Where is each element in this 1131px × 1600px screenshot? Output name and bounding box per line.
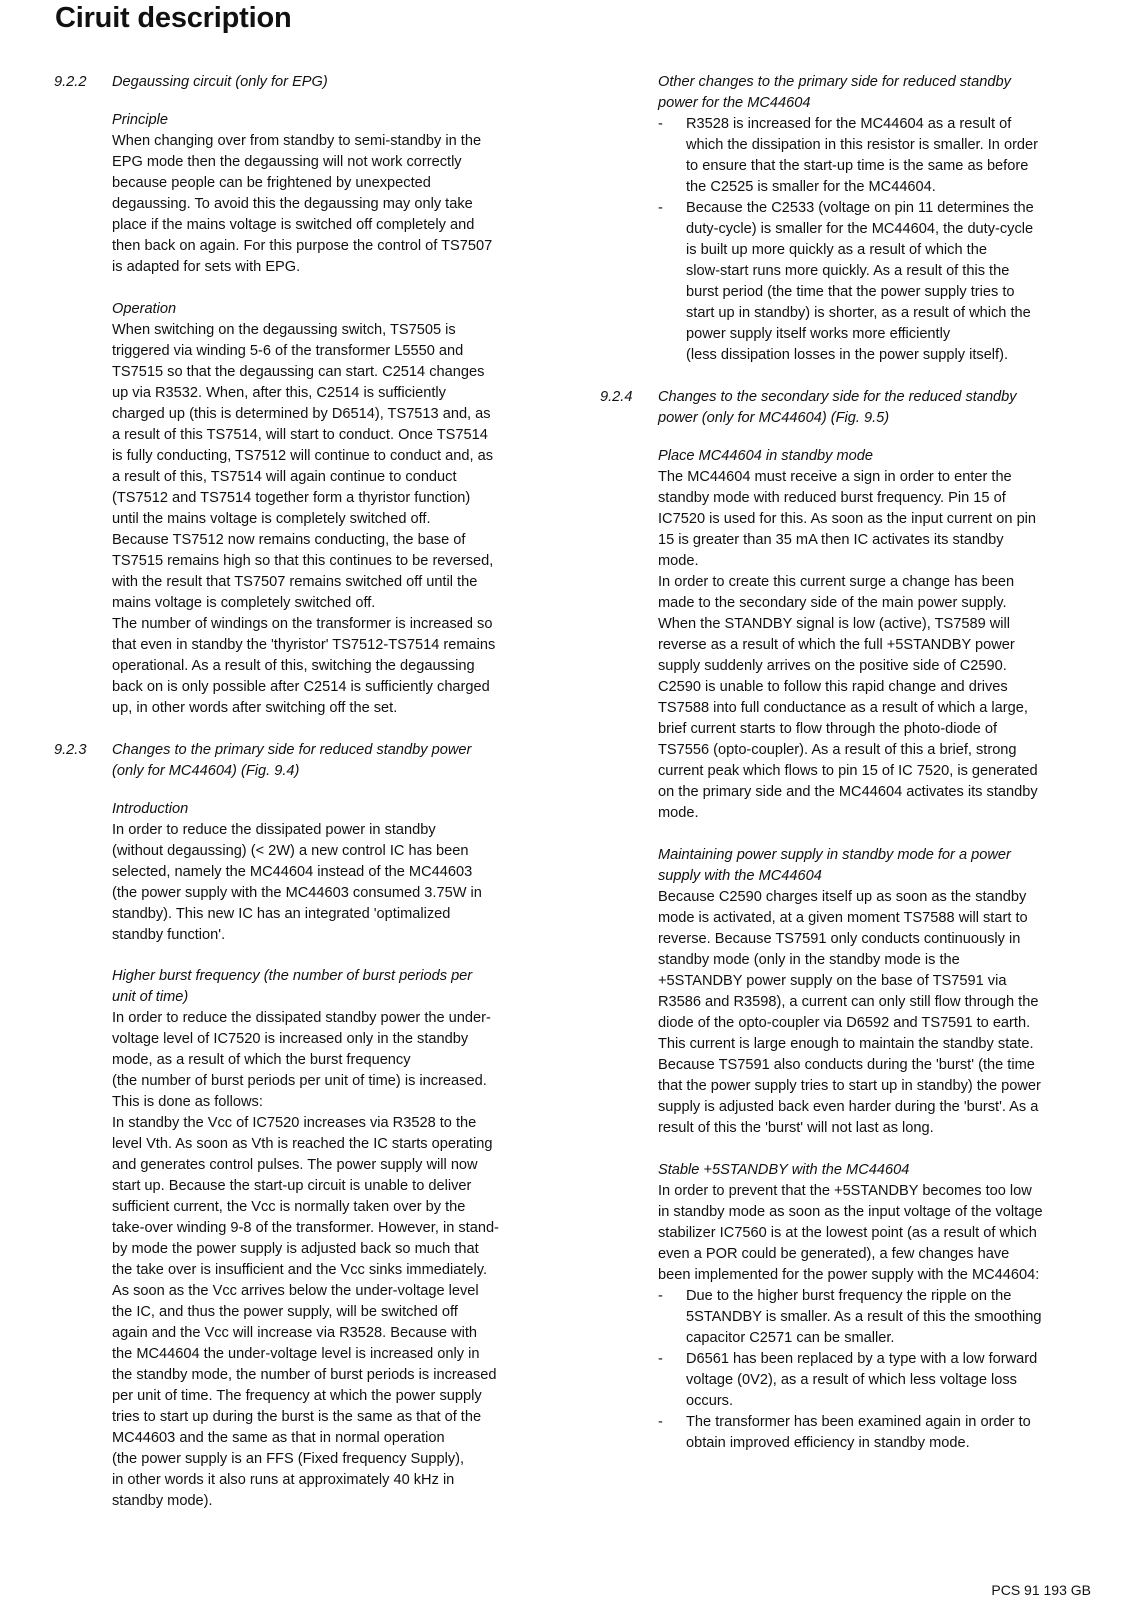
- paragraph: When changing over from standby to semi-standby in the EPG mode then the degaussing will not work correctly because people can be frightened by unexpected degaussing. To avoid this the degaussing may only take place if the mains voltage is switched off completely and then back on again. For this purpose the control of TS7507 is adapted for sets with EPG.: [112, 133, 493, 275]
- bullet-list: [658, 114, 1090, 366]
- subsection-title: Maintaining power supply in standby mode for a power supply with the MC44604: [658, 847, 1011, 884]
- right-column: [600, 72, 1090, 1454]
- subsection-title: Operation: [112, 301, 177, 317]
- section-9-2-4: [600, 387, 1090, 1454]
- section-9-2-2: [54, 72, 544, 719]
- subsection-title: Place MC44604 in standby mode: [658, 448, 873, 464]
- subsection-principle: [112, 110, 544, 278]
- subsection-operation: [112, 299, 544, 719]
- subsection-burst-frequency: [112, 966, 544, 1512]
- section-number: 9.2.2: [54, 74, 87, 90]
- list-item: - Due to the higher burst frequency the ripple on the 5STANDBY is smaller. As a result of this the smoothing capacitor C2571 can be smaller.: [658, 1288, 1042, 1346]
- section-title: Changes to the primary side for reduced standby power (only for MC44604) (Fig. 9.4): [112, 742, 472, 779]
- subsection-title: Principle: [112, 112, 168, 128]
- paragraph: In order to reduce the dissipated power in standby (without degaussing) (< 2W) a new control IC has been selected, namely the MC44604 instead of the MC44603 (the power supply with the MC44603 consumed 3.75W in standby). This new IC has an integrated 'optimalized standby function'.: [112, 822, 482, 943]
- subsection-stable-standby: [658, 1160, 1090, 1454]
- subsection-title: Stable +5STANDBY with the MC44604: [658, 1162, 910, 1178]
- subsection-place-standby: [658, 446, 1090, 824]
- paragraph: In order to prevent that the +5STANDBY becomes too low in standby mode as soon as the input voltage of the voltage stabilizer IC7560 is at the lowest point (as a result of which even a POR could be generated), a few changes have been implemented for the power supply with the MC44604:: [658, 1183, 1043, 1283]
- paragraph: The MC44604 must receive a sign in order to enter the standby mode with reduced burst frequency. Pin 15 of IC7520 is used for this. As soon as the input current on pin 15 is greater than 35 mA then IC activates its standby mode. In order to create this current surge a change has been made to the secondary side of the main power supply. When the STANDBY signal is low (active), TS7589 will reverse as a result of which the full +5STANDBY power supply suddenly arrives on the positive side of C2590. C2590 is unable to follow this rapid change and drives TS7588 into full conductance as a result of which a large, brief current starts to flow through the photo-diode of TS7556 (opto-coupler). As a result of this a brief, strong current peak which flows to pin 15 of IC 7520, is generated on the primary side and the MC44604 activates its standby mode.: [658, 469, 1038, 821]
- document-code: PCS 91 193 GB: [991, 1582, 1091, 1598]
- list-item: - Because the C2533 (voltage on pin 11 determines the duty-cycle) is smaller for the MC44604, the duty-cycle is built up more quickly as a result of which the slow-start runs more quickly. As a result of this the burst period (the time that the power supply tries to start up in standby) is shorter, as a result of which the power supply itself works more efficiently (less dissipation losses in the power supply itself).: [658, 200, 1034, 363]
- section-title: Changes to the secondary side for the reduced standby power (only for MC44604) (Fig. 9.5): [658, 389, 1017, 426]
- paragraph: Because C2590 charges itself up as soon as the standby mode is activated, at a given moment TS7588 will start to reverse. Because TS7591 only conducts continuously in standby mode (only in the standby mode is the +5STANDBY power supply on the base of TS7591 via R3586 and R3598), a current can only still flow through the diode of the opto-coupler via D6592 and TS7591 to earth. This current is large enough to maintain the standby state. Because TS7591 also conducts during the 'burst' (the time that the power supply tries to start up in standby) the power supply is adjusted back even harder during the 'burst'. As a result of this the 'burst' will not last as long.: [658, 889, 1041, 1136]
- subsection-maintaining-power: [658, 845, 1090, 1139]
- subsection-introduction: [112, 799, 544, 946]
- list-item: - The transformer has been examined again in order to obtain improved efficiency in standby mode.: [658, 1414, 1031, 1451]
- subsection-title: Higher burst frequency (the number of burst periods per unit of time): [112, 968, 473, 1005]
- list-item: - R3528 is increased for the MC44604 as a result of which the dissipation in this resistor is smaller. In order to ensure that the start-up time is the same as before the C2525 is smaller for the MC44604.: [658, 116, 1039, 195]
- subsection-title: Other changes to the primary side for reduced standby power for the MC44604: [658, 74, 1011, 111]
- section-other-primary-changes: [600, 72, 1090, 366]
- page-title: Ciruit description: [55, 2, 292, 34]
- paragraph: In order to reduce the dissipated standby power the under- voltage level of IC7520 is increased only in the standby mode, as a result of which the burst frequency (the number of burst periods per unit of time) is increased. This is done as follows: In standby the Vcc of IC7520 increases via R3528 to the level Vth. As soon as Vth is reached the IC starts operating and generates control pulses. The power supply will now start up. Because the start-up circuit is unable to deliver sufficient current, the Vcc is normally taken over by the take-over winding 9-8 of the transformer. However, in stand- by mode the power supply is adjusted back so much that the take over is insufficient and the Vcc sinks immediately. As soon as the Vcc arrives below the under-voltage level the IC, and thus the power supply, will be switched off again and the Vcc will increase via R3528. Because with the MC44604 the under-voltage level is increased only in the standby mode, the number of burst periods is increased per unit of time. The frequency at which the power supply tries to start up during the burst is the same as that of the MC44603 and the same as that in normal operation (the power supply is an FFS (Fixed frequency Supply), in other words it also runs at approximately 40 kHz in standby mode).: [112, 1010, 499, 1509]
- section-9-2-3: [54, 740, 544, 1512]
- section-title: Degaussing circuit (only for EPG): [112, 74, 328, 90]
- left-column: [54, 72, 544, 1512]
- bullet-list: [658, 1286, 1090, 1454]
- paragraph: When switching on the degaussing switch, TS7505 is triggered via winding 5-6 of the transformer L5550 and TS7515 so that the degaussing can start. C2514 changes up via R3532. When, after this, C2514 is sufficiently charged up (this is determined by D6514), TS7513 and, as a result of this TS7514, will start to conduct. Once TS7514 is fully conducting, TS7512 will continue to conduct and, as a result of this, TS7514 will again continue to conduct (TS7512 and TS7514 together form a thyristor function) until the mains voltage is completely switched off. Because TS7512 now remains conducting, the base of TS7515 remains high so that this continues to be reversed, with the result that TS7507 remains switched off until the mains voltage is completely switched off. The number of windings on the transformer is increased so that even in standby the 'thyristor' TS7512-TS7514 remains operational. As a result of this, switching the degaussing back on is only possible after C2514 is sufficiently charged up, in other words after switching off the set.: [112, 322, 496, 716]
- subsection-title: Introduction: [112, 801, 189, 817]
- section-number: 9.2.4: [600, 389, 633, 405]
- list-item: - D6561 has been replaced by a type with a low forward voltage (0V2), as a result of which less voltage loss occurs.: [658, 1351, 1038, 1409]
- section-number: 9.2.3: [54, 742, 87, 758]
